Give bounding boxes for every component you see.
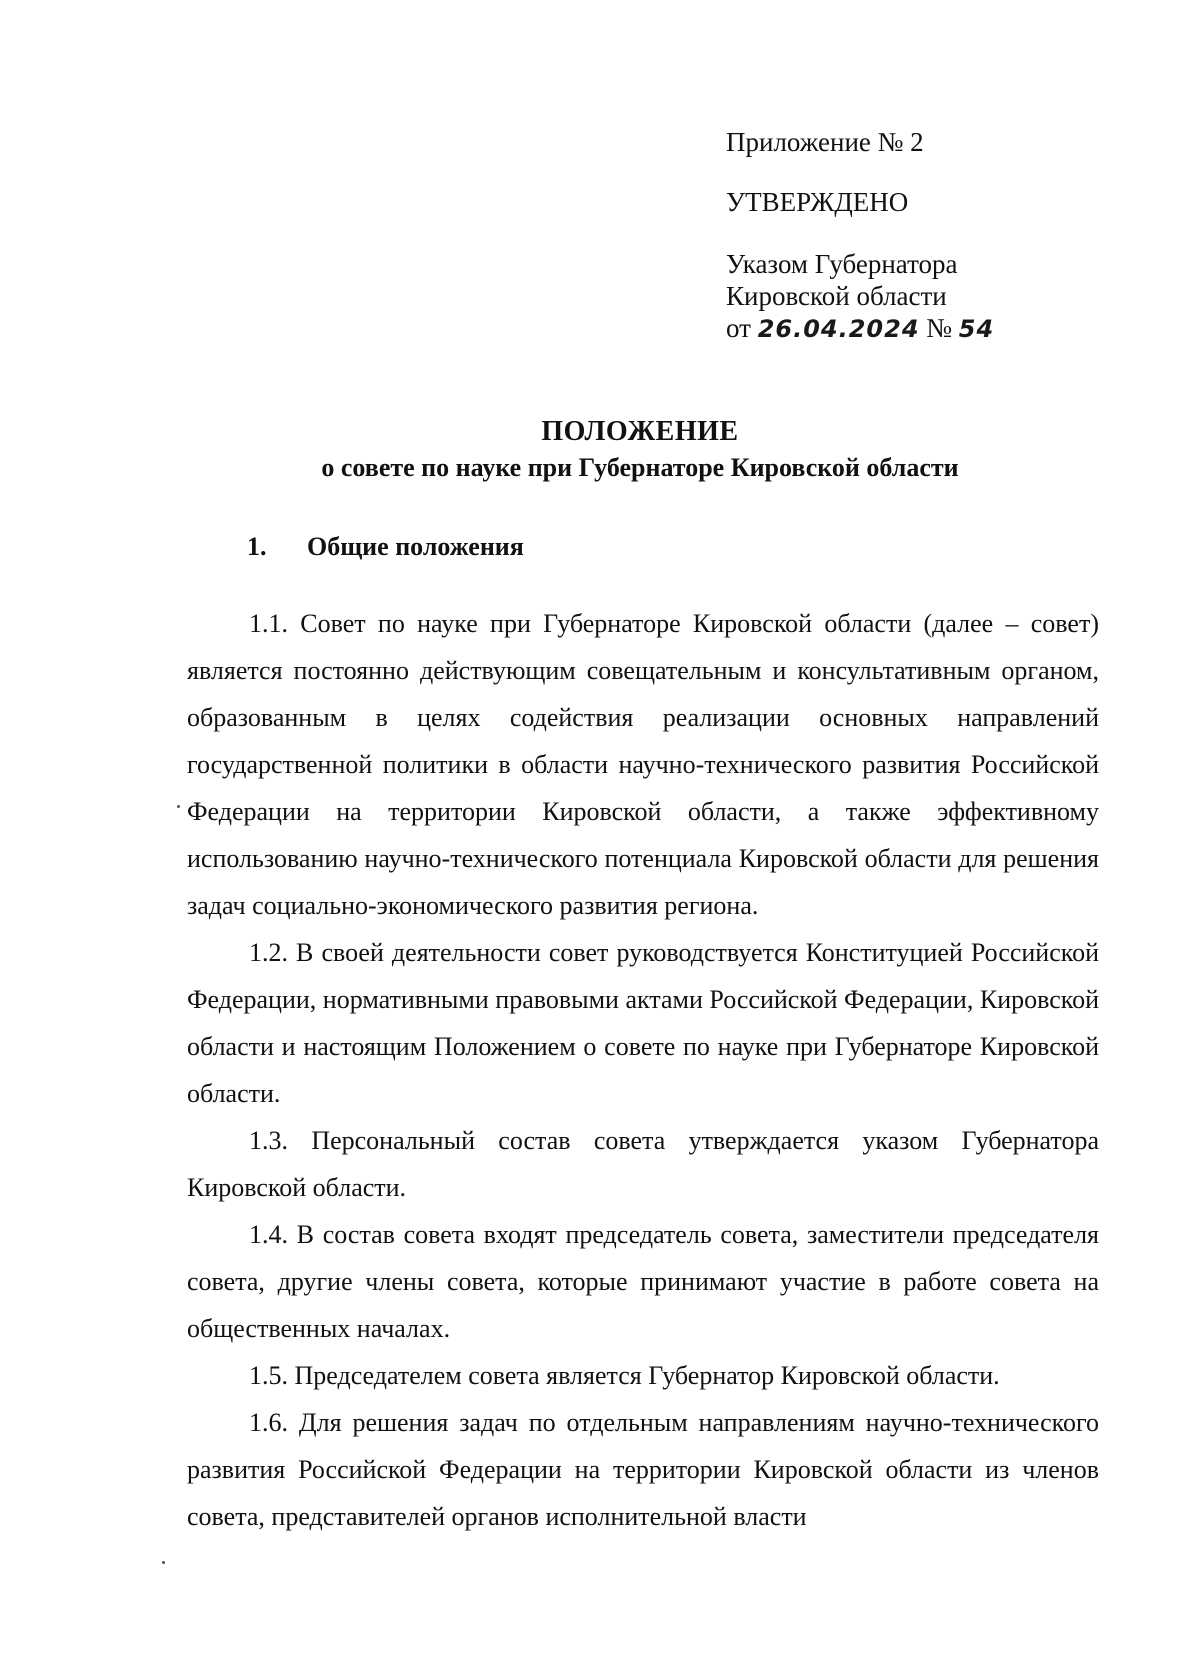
paragraph-1-5: 1.5. Председателем совета является Губернатор Кировской области. <box>249 1361 1000 1390</box>
document-body <box>187 600 1099 1540</box>
paragraph-1-3: 1.3. Персональный состав совета утверждается указом Губернатора Кировской области. <box>187 1126 1099 1202</box>
section-title: Общие положения <box>307 532 524 561</box>
handwritten-date: 26.04.2024 <box>757 315 920 343</box>
section-heading <box>247 530 524 564</box>
date-prefix: от <box>726 313 758 343</box>
scan-speck <box>177 805 180 808</box>
document-title: ПОЛОЖЕНИЕ <box>541 416 739 447</box>
paragraph-1-6: 1.6. Для решения задач по отдельным направлениям научно-технического развития Российской Федерации на территории Кировской области из членов совета, представителей органов исполнительной власти <box>187 1408 1099 1531</box>
paragraph-1-1: 1.1. Совет по науке при Губернаторе Кировской области (далее – совет) является постоянно действующим совещательным и консультативным органом, образованным в целях содействия реализации основных направлений государственной политики в области научно-технического развития Российской Федерации на территории Кировской области, а также эффективному использованию научно-технического потенциала Кировской области для решения задач социально-экономического развития региона. <box>187 609 1099 920</box>
section-number: 1. <box>247 532 267 561</box>
appendix-label: Приложение № 2 <box>726 127 924 157</box>
decree-date-line <box>726 312 1146 345</box>
handwritten-number: 54 <box>958 315 995 343</box>
scan-speck <box>162 1561 165 1564</box>
approval-header <box>726 126 1146 345</box>
paragraph-1-4: 1.4. В состав совета входят председатель совета, заместители председателя совета, другие члены совета, которые принимают участие в работе совета на общественных началах. <box>187 1220 1099 1343</box>
decree-line-1: Указом Губернатора <box>726 249 958 279</box>
paragraph-1-2: 1.2. В своей деятельности совет руководствуется Конституцией Российской Федерации, нормативными правовыми актами Российской Федерации, Кировской области и настоящим Положением о совете по науке при Губернаторе Кировской области. <box>187 938 1099 1108</box>
approved-stamp-text: УТВЕРЖДЕНО <box>726 187 909 217</box>
decree-line-2: Кировской области <box>726 281 947 311</box>
number-prefix: № <box>919 313 959 343</box>
document-subtitle: о совете по науке при Губернаторе Кировской области <box>321 453 959 482</box>
